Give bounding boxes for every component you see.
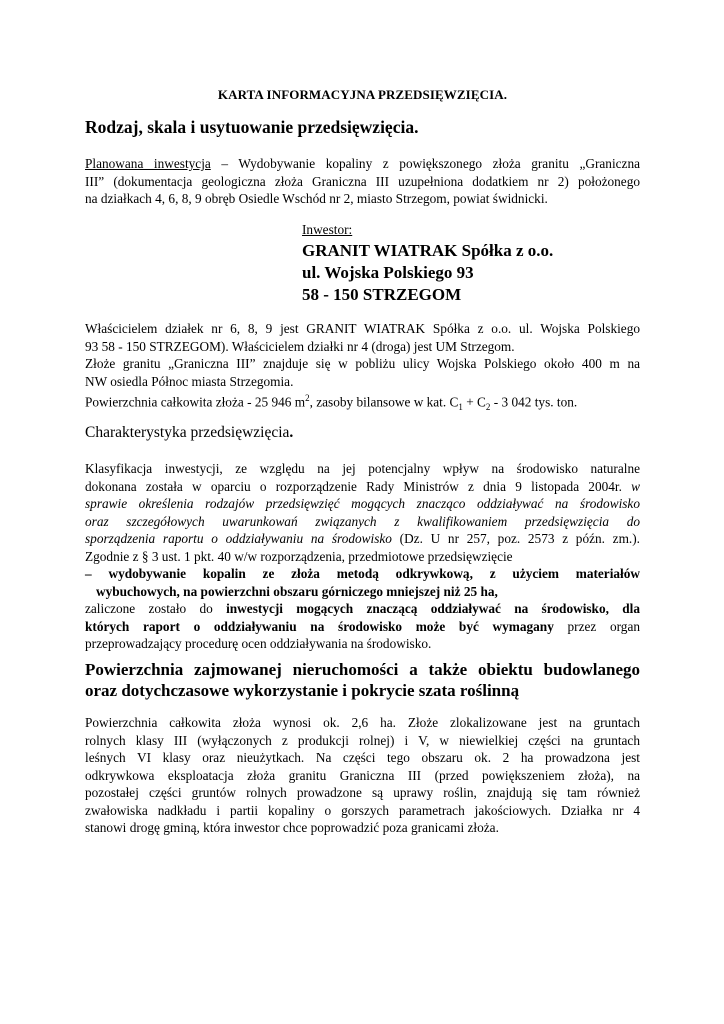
ownership-paragraph: Właścicielem działek nr 6, 8, 9 jest GRANIT WIATRAK Spółka z o.o. ul. Wojska Polskiego 93 58 - 150 STRZEGOM). Właścicielem działki nr 4 (droga) jest UM Strzegom. Złoże granitu „Graniczna III” znajduje się w pobliżu ulicy Wojska Polskiego około 400 m na NW osiedla Północ miasta Strzegomia. Powierzchnia całkowita złoża - 25 946 $m^2$, zasoby bilansowe w kat. $C_1 + C_2 - 3$ 042 tys. ton. [85, 320, 640, 417]
mining-method-line: – wydobywanie kopalin ze złoża metodą odkrywkową, z użyciem materiałów [85, 566, 640, 581]
document-title: KARTA INFORMACYJNA PRZEDSIĘWZIĘCIA. [217, 87, 508, 102]
investor-street: ul. Wojska Polskiego 93 [302, 263, 474, 282]
investor-city: 58 - 150 STRZEGOM [302, 285, 462, 304]
classification-paragraph: Klasyfikacja inwestycji, ze względu na jej potencjalny wpływ na środowisko naturalne dokonana została w oparciu o rozporządzenie Rady Ministrów z dnia 9 listopada 2004r. w sprawie określenia rodzajów przedsięwzięć mogących znacząco oddziaływać na środowisko oraz szczegółowych uwarunkowań związanych z kwalifikowaniem przedsięwzięcia do sporządzenia raportu o oddziaływaniu na środowisko (Dz. U nr 257, poz. 2573 z późn. zm.). Zgodnie z § 3 ust. 1 pkt. 40 w/w rozporządzenia, przedmiotowe przedsięwzięcie – wydobywanie kopalin ze złoża metodą odkrywkową, z użyciem materiałów wybuchowych, na powierzchni obszaru górniczego mniejszej niż 25 ha, zaliczone zostało do inwestycji mogących znaczącą oddziaływać na środowisko, dla których raport o oddziaływaniu na środowisko może być wymagany przez organ przeprowadzający procedurę ocen oddziaływania na środowisko. [85, 461, 641, 651]
section-heading-characteristics: Charakterystyka przedsięwzięcia. [85, 424, 294, 441]
land-use-paragraph: Powierzchnia całkowita złoża wynosi ok. 2,6 ha. Złoże zlokalizowane jest na gruntach rolnych klasy III (wyłączonych z produkcji rolnej) i V, w niewielkiej części na gruntach leśnych VI klasy oraz nieużytkach. Na części tego obszaru ok. 2 ha prowadzona jest odkrywkowa eksploatacja złoża granitu Graniczna III (przed powiększeniem złoża), na pozostałej części gruntów rolnych prowadzone są uprawy roślin, znajdują się tam również zwałowiska nadkładu i partii kopaliny o gorszych parametrach jakościowych. Działka nr 4 stanowi drogę gminą, która inwestor chce poprowadzić poza granicami złoża. [85, 715, 640, 835]
investor-label: Inwestor: [302, 222, 353, 237]
planned-investment-label: Planowana inwestycja [85, 156, 211, 171]
planned-investment-paragraph: Planowana inwestycja – Wydobywanie kopaliny z powiększonego złoża granitu „Graniczna III” (dokumentacja geologiczna złoża Graniczna III uzupełniona dodatkiem nr 2) położonego na działkach 4, 6, 8, 9 obręb Osiedle Wschód nr 2, miasto Strzegom, powiat świdnicki. [85, 156, 641, 206]
section-heading-land-use: Powierzchnia zajmowanej nieruchomości a także obiektu budowlanego oraz dotychczasowe wykorzystanie i pokrycie szata roślinną [85, 660, 640, 700]
investor-name: GRANIT WIATRAK Spółka z o.o. [302, 241, 554, 260]
section-heading-type-scale-location: Rodzaj, skala i usytuowanie przedsięwzięcia. [85, 117, 419, 137]
deposit-area-line: Powierzchnia całkowita złoża - 25 946 $m^2$, zasoby bilansowe w kat. $C_1 + C_2 - 3$ 042 tys. ton. [85, 393, 578, 413]
investor-block [302, 222, 553, 306]
